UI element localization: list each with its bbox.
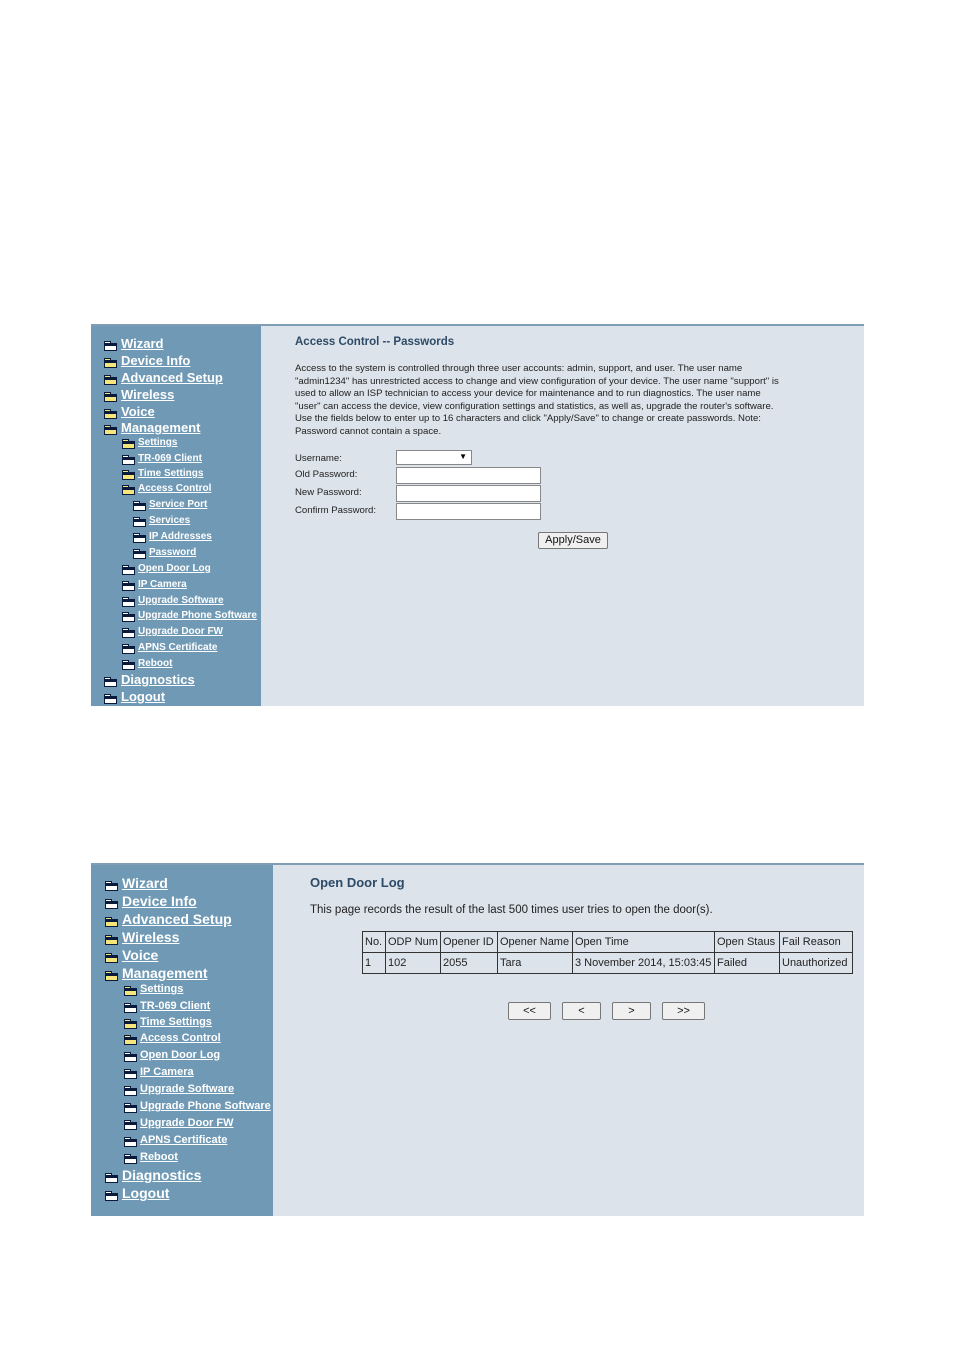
sidebar-item[interactable] [105,947,158,963]
sidebar-item[interactable] [124,1032,221,1044]
folder-open-icon [104,425,117,435]
sidebar-item-label: Settings [138,437,178,448]
col-opener-id: Opener ID [441,932,498,953]
sidebar-item-label: IP Addresses [149,531,212,542]
folder-open-icon [104,392,117,402]
first-page-button[interactable]: << [508,1002,551,1020]
description-line: Password cannot contain a space. [295,425,442,437]
sidebar-item-label: Wireless [122,929,180,945]
sidebar-item[interactable] [104,420,200,435]
folder-icon [122,660,134,669]
sidebar-item-label: Diagnostics [122,1167,202,1183]
col-open-status: Open Staus [715,932,780,953]
old-password-field[interactable] [396,467,541,484]
folder-open-icon [124,1019,136,1028]
folder-icon [133,533,145,542]
col-odp-num: ODP Num [386,932,441,953]
col-no: No. [363,932,386,953]
folder-open-icon [105,953,118,963]
folder-icon [104,341,117,351]
col-open-time: Open Time [573,932,715,953]
sidebar-item-label: Device Info [121,353,191,368]
page-description [295,363,855,439]
sidebar-item[interactable] [122,642,217,653]
sidebar-item[interactable] [105,911,232,927]
folder-icon [124,1103,136,1112]
sidebar-item-label: Reboot [140,1151,178,1163]
sidebar-item-label: Settings [140,983,184,995]
sidebar-item[interactable] [105,965,208,981]
sidebar-item-label: Upgrade Phone Software [138,610,257,621]
sidebar-item[interactable] [105,929,179,945]
sidebar-item-label: Advanced Setup [121,370,223,385]
folder-open-icon [105,971,118,981]
description-line: Access to the system is controlled through three user accounts: admin, support, and user. The user name [295,363,743,374]
sidebar-item[interactable] [133,547,196,558]
sidebar-item-label: Time Settings [138,468,204,479]
folder-icon [105,881,118,891]
sidebar-item[interactable] [133,531,212,542]
sidebar-item-label: Wireless [121,387,175,402]
table-header-row [363,932,853,953]
new-password-label: New Password: [295,487,362,498]
sidebar-item-label: IP Camera [140,1066,194,1078]
dropdown-arrow-icon: ▼ [459,452,467,461]
sidebar-item-label: Management [122,965,208,981]
folder-icon [124,1086,136,1095]
main-content [273,865,864,1216]
new-password-field[interactable] [396,485,541,502]
folder-icon [122,628,134,637]
sidebar-item-label: Password [149,547,197,558]
sidebar-item-label: TR-069 Client [138,453,202,464]
cell-fail-reason: Unauthorized [780,953,853,974]
sidebar-item[interactable] [122,483,211,494]
sidebar-item[interactable] [122,563,211,574]
folder-icon [124,1003,136,1012]
folder-open-icon [122,485,134,494]
sidebar-item[interactable] [104,404,155,419]
cell-no: 1 [363,953,386,974]
folder-icon [133,501,145,510]
sidebar-item[interactable] [122,658,172,669]
sidebar-item[interactable] [124,1016,212,1028]
sidebar-item[interactable] [104,387,174,402]
folder-open-icon [105,935,118,945]
folder-icon [122,565,134,574]
folder-icon [122,612,134,621]
next-page-button[interactable]: > [612,1002,651,1020]
col-fail-reason: Fail Reason [780,932,853,953]
sidebar-item[interactable] [105,875,168,891]
folder-icon [104,677,117,687]
sidebar-item[interactable] [105,893,197,909]
sidebar-item-label: Logout [121,689,166,704]
folder-open-icon [105,917,118,927]
sidebar-item[interactable] [124,1083,234,1095]
sidebar-item[interactable] [124,983,183,995]
sidebar-item[interactable] [104,353,190,368]
sidebar-item[interactable] [104,672,195,687]
table-row [363,953,853,974]
open-door-log-table [362,931,853,974]
sidebar-item-label: Services [149,515,191,526]
sidebar-item-label: Upgrade Phone Software [140,1100,271,1112]
sidebar-item-label: Upgrade Software [140,1083,235,1095]
folder-icon [133,549,145,558]
username-select[interactable] [396,450,472,465]
sidebar-item[interactable] [104,370,223,385]
folder-icon [124,1052,136,1061]
confirm-password-label: Confirm Password: [295,505,377,516]
sidebar-item[interactable] [124,1000,210,1012]
page-title: Open Door Log [310,875,405,890]
sidebar-item[interactable] [122,610,257,621]
sidebar-item-label: Open Door Log [140,1049,221,1061]
sidebar-item-label: Voice [122,947,159,963]
sidebar-item[interactable] [104,336,164,351]
sidebar-nav [91,326,261,706]
sidebar-item-label: Wizard [121,336,164,351]
sidebar-item-label: Access Control [140,1032,221,1044]
access-control-screen [91,324,864,706]
folder-icon [122,597,134,606]
sidebar-item-label: Service Port [149,499,208,510]
sidebar-item-label: Advanced Setup [122,911,232,927]
sidebar-item-label: Logout [122,1185,170,1201]
description-line: Use the fields below to enter up to 16 characters and click "Apply/Save" to change or create passwords. Note: [295,413,761,425]
cell-opener-id: 2055 [441,953,498,974]
main-content [261,326,864,706]
prev-page-button[interactable]: < [562,1002,601,1020]
sidebar-item-label: Upgrade Door FW [138,626,223,637]
folder-open-icon [104,409,117,419]
username-label: Username: [295,453,342,464]
sidebar-item-label: Time Settings [140,1016,212,1028]
sidebar-item-label: IP Camera [138,579,187,590]
folder-icon [122,455,134,464]
sidebar-item[interactable] [122,453,202,464]
sidebar-item-label: Upgrade Door FW [140,1117,234,1129]
description-line: "user" can access the device, view configuration settings and statistics, as well as, upgrade the router's software. [295,400,774,412]
description-line: "admin1234" has unrestricted access to change and view configuration of your device. The user name "support" is [295,375,779,387]
folder-icon [105,899,118,909]
sidebar-item-label: Access Control [138,483,212,494]
folder-icon [133,517,145,526]
folder-open-icon [122,439,134,448]
folder-icon [124,1137,136,1146]
open-door-log-screen [91,863,864,1216]
page-description: This page records the result of the last 500 times user tries to open the door(s). [310,904,713,916]
sidebar-item[interactable] [105,1167,201,1183]
sidebar-item-label: Reboot [138,658,173,669]
sidebar-item[interactable] [124,1066,194,1078]
sidebar-item-label: Management [121,420,201,435]
folder-icon [104,694,117,704]
page-title: Access Control -- Passwords [295,336,455,348]
cell-open-time: 3 November 2014, 15:03:45 [573,953,715,974]
folder-open-icon [104,358,117,368]
folder-icon [105,1191,118,1201]
cell-opener-name: Tara [498,953,573,974]
sidebar-item-label: TR-069 Client [140,1000,211,1012]
sidebar-item-label: Open Door Log [138,563,211,574]
sidebar-item[interactable] [133,515,190,526]
sidebar-item[interactable] [122,437,177,448]
folder-icon [124,1120,136,1129]
folder-icon [122,644,134,653]
folder-open-icon [124,986,136,995]
apply-save-button[interactable]: Apply/Save [538,532,608,549]
sidebar-item[interactable] [122,468,203,479]
description-line: used to allow an ISP technician to access your device for maintenance and to run diagnostics. The user name [295,388,761,400]
confirm-password-field[interactable] [396,503,541,520]
sidebar-item-label: Diagnostics [121,672,195,687]
sidebar-item-label: Voice [121,404,155,419]
sidebar-item[interactable] [124,1151,178,1163]
sidebar-item-label: APNS Certificate [138,642,218,653]
sidebar-item[interactable] [124,1100,271,1112]
sidebar-item-label: Device Info [122,893,197,909]
sidebar-item-label: Upgrade Software [138,595,224,606]
sidebar-item[interactable] [124,1134,227,1146]
sidebar-item-label: Wizard [122,875,168,891]
folder-open-icon [124,1035,136,1044]
sidebar-item[interactable] [122,595,224,606]
cell-open-status: Failed [715,953,780,974]
last-page-button[interactable]: >> [662,1002,705,1020]
folder-icon [122,581,134,590]
sidebar-item[interactable] [104,689,165,704]
sidebar-item[interactable] [124,1117,234,1129]
sidebar-item-label: APNS Certificate [140,1134,228,1146]
folder-icon [124,1154,136,1163]
sidebar-item[interactable] [133,499,207,510]
folder-open-icon [104,375,117,385]
cell-odp-num: 102 [386,953,441,974]
sidebar-item[interactable] [122,579,187,590]
col-opener-name: Opener Name [498,932,573,953]
folder-icon [105,1173,118,1183]
sidebar-nav [91,865,273,1216]
sidebar-item[interactable] [124,1049,220,1061]
folder-icon [124,1069,136,1078]
old-password-label: Old Password: [295,469,358,480]
folder-open-icon [122,470,134,479]
sidebar-item[interactable] [105,1185,169,1201]
sidebar-item[interactable] [122,626,223,637]
